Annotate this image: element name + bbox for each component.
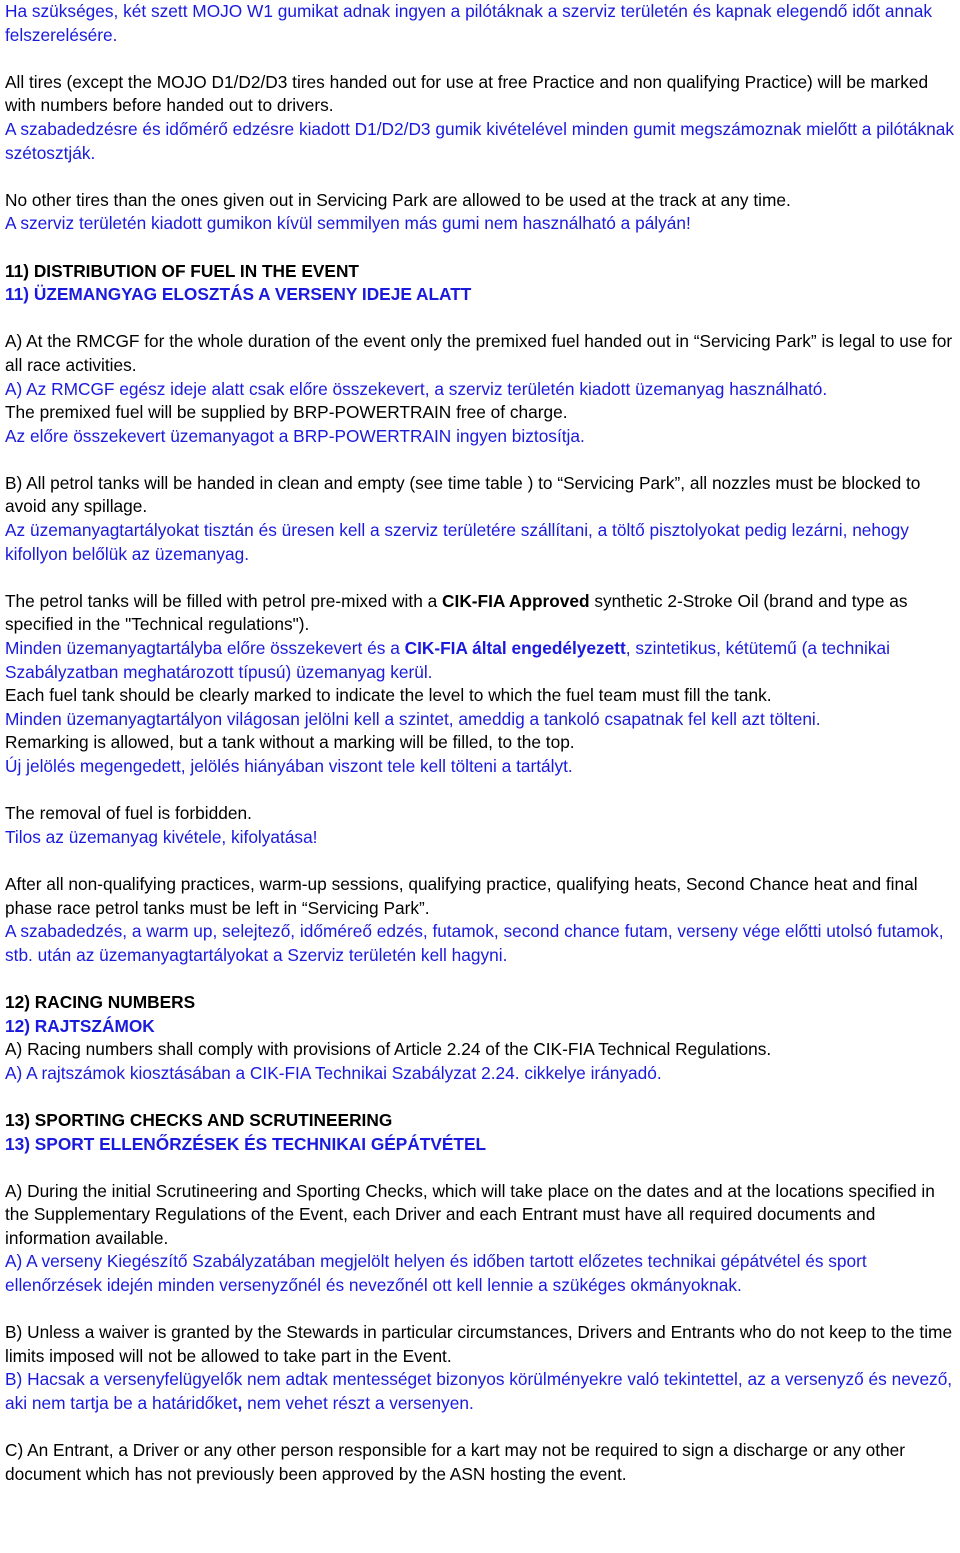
- spacer: [5, 165, 960, 189]
- s11-a2-en: The premixed fuel will be supplied by BRP-POWERTRAIN free of charge.: [5, 402, 568, 423]
- s11-b-hu: Az üzemanyagtartályokat tisztán és üresen kell a szerviz területére szállítani, a töltő pisztolyokat pedig lezárni, nehogy kifollyon belőlük az üzemanyag.: [5, 520, 909, 564]
- section-11-heading-en: 11) DISTRIBUTION OF FUEL IN THE EVENT: [5, 260, 359, 281]
- spacer: [5, 1416, 960, 1440]
- intro-marking-en: All tires (except the MOJO D1/D2/D3 tires handed out for use at free Practice and non qualifying Practice) will be marked with numbers before handed out to drivers.: [5, 71, 929, 116]
- s11-c-en: The petrol tanks will be filled with petrol pre-mixed with a CIK-FIA Approved synthetic 2-Stroke Oil (brand and type as specified in the "Technical regulations").: [5, 590, 908, 635]
- spacer: [5, 849, 960, 873]
- s12-a-hu: A) A rajtszámok kiosztásában a CIK-FIA Technikai Szabályzat 2.24. cikkelye irányadó.: [5, 1062, 662, 1083]
- s11-a-hu: A) Az RMCGF egész ideje alatt csak előre összekevert, a szerviz területén kiadott üzemanyag használható.: [5, 378, 828, 399]
- s11-d-en: Each fuel tank should be clearly marked to indicate the level to which the fuel team must fill the tank.: [5, 685, 772, 706]
- s11-a2-hu: Az előre összekevert üzemanyagot a BRP-POWERTRAIN ingyen biztosítja.: [5, 425, 585, 446]
- section-11-heading-hu: 11) ÜZEMANGYAG ELOSZTÁS A VERSENY IDEJE ALATT: [5, 284, 472, 305]
- s13-a-en: A) During the initial Scrutineering and Sporting Checks, which will take place on the dates and at the locations specified in the Supplementary Regulations of the Event, each Driver and each Entrant must have all required documents and information available.: [5, 1180, 935, 1248]
- section-12-heading-en: 12) RACING NUMBERS: [5, 991, 196, 1012]
- spacer: [5, 47, 960, 71]
- s11-a-en: A) At the RMCGF for the whole duration of the event only the premixed fuel handed out in “Servicing Park” is legal to use for all race activities.: [5, 331, 953, 375]
- s11-g-en: After all non-qualifying practices, warm-up sessions, qualifying practice, qualifying heats, Second Chance heat and final phase race petrol tanks must be left in “Servicing Park”.: [5, 873, 918, 918]
- spacer: [5, 448, 960, 472]
- spacer: [5, 307, 960, 331]
- spacer: [5, 967, 960, 991]
- s11-d-hu: Minden üzemanyagtartályon világosan jelölni kell a szintet, ameddig a tankoló csapatnak fel kell azt tölteni.: [5, 708, 821, 729]
- s11-e-hu: Új jelölés megengedett, jelölés hiányában viszont tele kell tölteni a tartályt.: [5, 756, 573, 776]
- s11-b-en: B) All petrol tanks will be handed in clean and empty (see time table ) to “Servicing Park”, all nozzles must be blocked to avoid any spillage.: [5, 472, 921, 517]
- spacer: [5, 779, 960, 803]
- s11-f-en: The removal of fuel is forbidden.: [5, 803, 252, 824]
- s11-c-hu: Minden üzemanyagtartályba előre összekevert és a CIK-FIA által engedélyezett, szintetikus, kétütemű (a technikai Szabályzatban meghatározott típusú) üzemanyag kerül.: [5, 638, 890, 682]
- intro-marking-hu: A szabadedzésre és időmérő edzésre kiadott D1/D2/D3 gumik kivételével minden gumit megszámoznak mielőtt a pilótáknak szétosztják.: [5, 118, 955, 163]
- spacer: [5, 566, 960, 590]
- section-13-heading-hu: 13) SPORT ELLENŐRZÉSEK ÉS TECHNIKAI GÉPÁTVÉTEL: [5, 1133, 487, 1154]
- s11-g-hu: A szabadedzés, a warm up, selejtező, időméreő edzés, futamok, second chance futam, verseny vége előtti utolsó futamok, stb. után az üzemanyagtartályokat a Szerviz területén kell hagyni.: [5, 921, 944, 965]
- s13-b-en: B) Unless a waiver is granted by the Stewards in particular circumstances, Drivers and Entrants who do not keep to the time limits imposed will not be allowed to take part in the Event.: [5, 1322, 953, 1366]
- section-12-heading-hu: 12) RAJTSZÁMOK: [5, 1015, 155, 1036]
- s13-b-hu: B) Hacsak a versenyfelügyelők nem adtak mentességet bizonyos körülményekre való tekintettel, az a versenyző és nevező, aki nem tartja be a határidőket, nem vehet részt a versenyen.: [5, 1369, 953, 1414]
- spacer: [5, 1298, 960, 1322]
- intro-other-tires-hu: A szerviz területén kiadott gumikon kívül semmilyen más gumi nem használható a pályán!: [5, 213, 691, 234]
- s13-a-hu: A) A verseny Kiegészítő Szabályzatában megjelölt helyen és időben tartott előzetes technikai gépátvétel és sport ellenőrzések idején minden versenyzőnél és nevezőnél ott kell lennie a szükéges okmányoknak.: [5, 1251, 867, 1296]
- intro-other-tires-en: No other tires than the ones given out in Servicing Park are allowed to be used at the track at any time.: [5, 189, 791, 210]
- spacer: [5, 1156, 960, 1180]
- s12-a-en: A) Racing numbers shall comply with provisions of Article 2.24 of the CIK-FIA Technical Regulations.: [5, 1039, 772, 1060]
- s13-c-en: C) An Entrant, a Driver or any other person responsible for a kart may not be required to sign a discharge or any other document which has not previously been approved by the ASN hosting the event.: [5, 1440, 906, 1484]
- s11-f-hu: Tilos az üzemanyag kivétele, kifolyatása!: [5, 826, 318, 847]
- s11-e-en: Remarking is allowed, but a tank without a marking will be filled, to the top.: [5, 732, 575, 753]
- intro-tires-hu: Ha szükséges, két szett MOJO W1 gumikat adnak ingyen a pilótáknak a szerviz területén és kapnak elegendő időt annak felszerelésére.: [5, 1, 932, 45]
- section-13-heading-en: 13) SPORTING CHECKS AND SCRUTINEERING: [5, 1109, 393, 1130]
- spacer: [5, 1085, 960, 1109]
- spacer: [5, 236, 960, 260]
